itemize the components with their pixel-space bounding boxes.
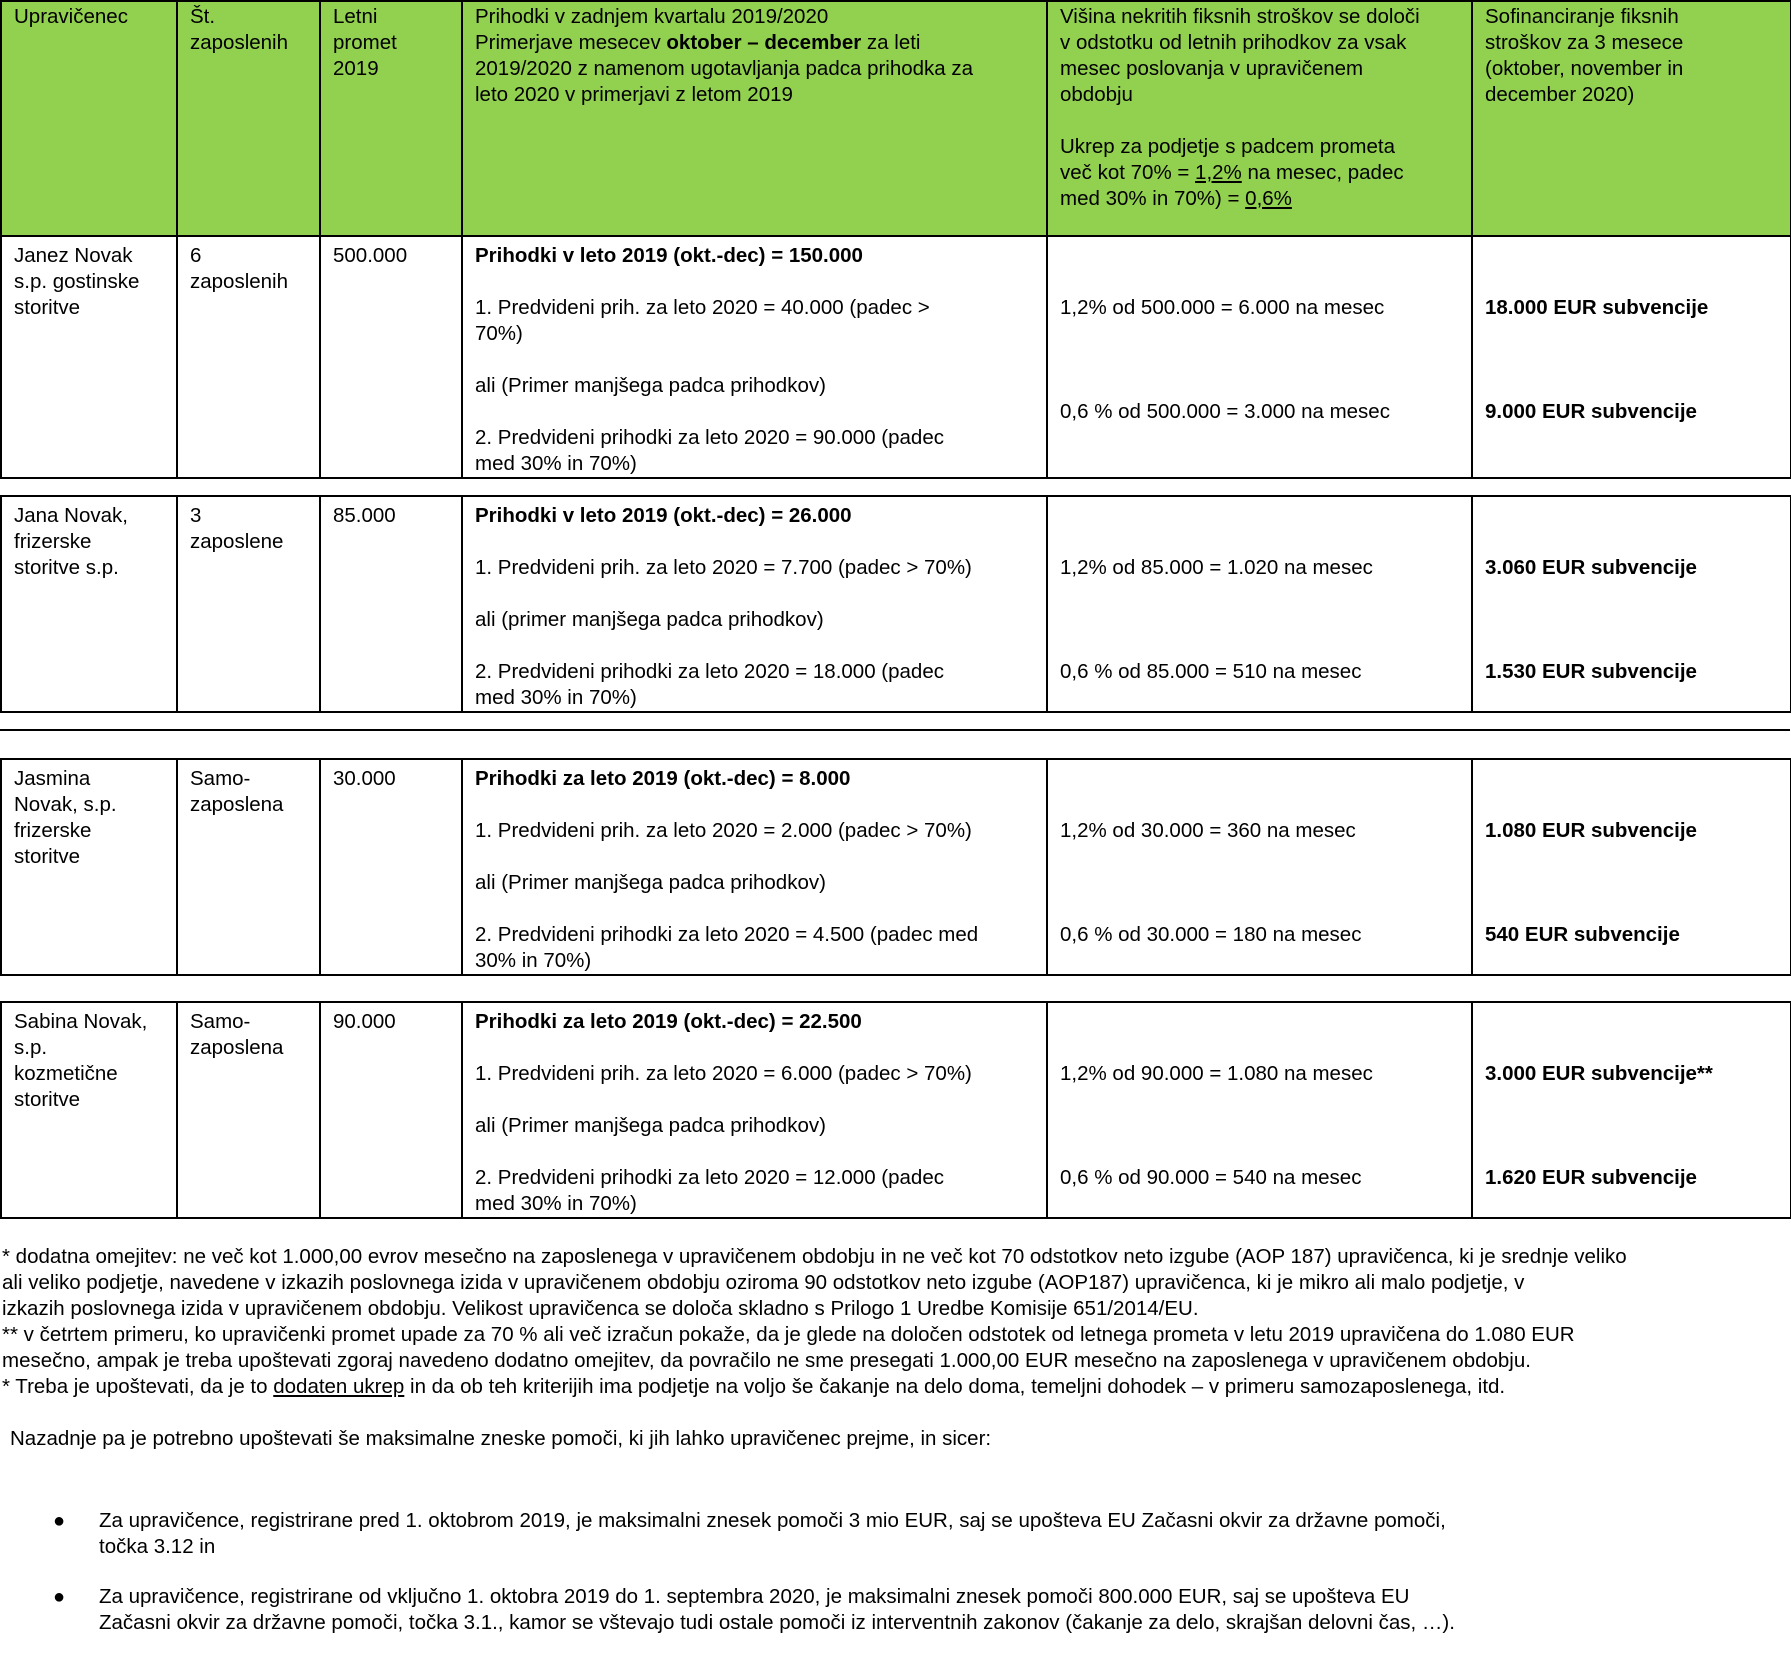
beneficiary-cell: Jasmina Novak, s.p. frizerske storitve — [1, 759, 177, 975]
employees-cell: 3 zaposlene — [177, 496, 320, 712]
table-row — [1, 496, 1791, 712]
subsidy-cell: 3.000 EUR subvencije** 1.620 EUR subvencije — [1472, 1002, 1791, 1218]
table-row — [1, 236, 1791, 478]
footnote-1-line: izkazih poslovnega izida v upravičenem obdobju. Velikost upravičenca se določa skladno s Prilogo 1 Uredbe Komisije 651/2014/EU. — [2, 1297, 1199, 1320]
header-income: Prihodki v zadnjem kvartalu 2019/2020 Primerjave mesecev oktober – december za leti 2019/2020 z namenom ugotavljanja padca prihodka za leto 2020 v primerjavi z letom 2019 — [462, 1, 1047, 236]
turnover-cell: 30.000 — [320, 759, 462, 975]
header-cofinancing: Sofinanciranje fiksnih stroškov za 3 mesece (oktober, november in december 2020) — [1472, 1, 1791, 236]
beneficiary-cell: Janez Novak s.p. gostinske storitve — [1, 236, 177, 478]
turnover-cell: 90.000 — [320, 1002, 462, 1218]
income-cell: Prihodki v leto 2019 (okt.-dec) = 150.000 1. Predvideni prih. za leto 2020 = 40.000 (padec > 70%) ali (Primer manjšega padca prihodkov) 2. Predvideni prihodki za leto 2020 = 90.000 (padec med 30% in 70%) — [462, 236, 1047, 478]
table-row-3 — [0, 758, 1791, 976]
employees-cell: Samo- zaposlena — [177, 759, 320, 975]
beneficiary-cell: Jana Novak, frizerske storitve s.p. — [1, 496, 177, 712]
turnover-cell: 500.000 — [320, 236, 462, 478]
footnote-1-line: * dodatna omejitev: ne več kot 1.000,00 evrov mesečno na zaposlenega v upravičenem obdobju in ne več kot 70 odstotkov neto izgube (AOP 187) upravičenca, ki je srednje veliko — [2, 1245, 1627, 1268]
calc-cell: 1,2% od 500.000 = 6.000 na mesec 0,6 % od 500.000 = 3.000 na mesec — [1047, 236, 1472, 478]
header-beneficiary: Upravičenec — [1, 1, 177, 236]
header-fixed-costs: Višina nekritih fiksnih stroškov se določi v odstotku od letnih prihodkov za vsak mesec poslovanja v upravičenem obdobju Ukrep za podjetje s padcem prometa več kot 70% = 1,2% na mesec, padec med 30% in 70%) = 0,6% — [1047, 1, 1472, 236]
header-row — [1, 1, 1791, 236]
subsidy-cell: 1.080 EUR subvencije 540 EUR subvencije — [1472, 759, 1791, 975]
bullet-icon: ● — [53, 1586, 66, 1608]
header-employees: Št. zaposlenih — [177, 1, 320, 236]
footnote-2-line: mesečno, ampak je treba upoštevati zgoraj navedeno dodatno omejitev, da povračilo ne sme presegati 1.000,00 EUR mesečno na zaposlenega v upravičenem obdobju. — [2, 1349, 1531, 1372]
calc-cell: 1,2% od 85.000 = 1.020 na mesec 0,6 % od 85.000 = 510 na mesec — [1047, 496, 1472, 712]
bullet-icon: ● — [53, 1510, 66, 1532]
calc-cell: 1,2% od 30.000 = 360 na mesec 0,6 % od 30.000 = 180 na mesec — [1047, 759, 1472, 975]
turnover-cell: 85.000 — [320, 496, 462, 712]
calc-cell: 1,2% od 90.000 = 1.080 na mesec 0,6 % od 90.000 = 540 na mesec — [1047, 1002, 1472, 1218]
employees-cell: 6 zaposlenih — [177, 236, 320, 478]
table-row — [1, 1002, 1791, 1218]
employees-cell: Samo- zaposlena — [177, 1002, 320, 1218]
separator-line — [0, 729, 1790, 731]
footnote-3: * Treba je upoštevati, da je to dodaten ukrep in da ob teh kriterijih ima podjetje na voljo še čakanje na delo doma, temeljni dohodek – v primeru samozaposlenega, itd. — [2, 1375, 1506, 1398]
beneficiary-cell: Sabina Novak, s.p. kozmetične storitve — [1, 1002, 177, 1218]
subsidy-cell: 3.060 EUR subvencije 1.530 EUR subvencije — [1472, 496, 1791, 712]
footnotes — [2, 1244, 1787, 1400]
table-row-4 — [0, 1001, 1791, 1219]
intro-text: Nazadnje pa je potrebno upoštevati še maksimalne zneske pomoči, ki jih lahko upravičenec prejme, in sicer: — [10, 1427, 992, 1450]
table-row-2 — [0, 495, 1791, 713]
table-row — [1, 759, 1791, 975]
footnote-2-line: ** v četrtem primeru, ko upravičenki promet upade za 70 % ali več izračun pokaže, da je glede na določen odstotek od letnega prometa v letu 2019 upravičena do 1.080 EUR — [2, 1323, 1575, 1346]
footnote-1-line: ali veliko podjetje, navedene v izkazih poslovnega izida v upravičenem obdobju oziroma 90 odstotkov neto izgube (AOP187) upravičenca, ki je mikro ali malo podjetje, v — [2, 1271, 1525, 1294]
income-cell: Prihodki za leto 2019 (okt.-dec) = 22.500 1. Predvideni prih. za leto 2020 = 6.000 (padec > 70%) ali (Primer manjšega padca prihodkov) 2. Predvideni prihodki za leto 2020 = 12.000 (padec med 30% in 70%) — [462, 1002, 1047, 1218]
header-turnover: Letni promet 2019 — [320, 1, 462, 236]
subsidy-cell: 18.000 EUR subvencije 9.000 EUR subvencije — [1472, 236, 1791, 478]
income-cell: Prihodki v leto 2019 (okt.-dec) = 26.000 1. Predvideni prih. za leto 2020 = 7.700 (padec > 70%) ali (primer manjšega padca prihodkov) 2. Predvideni prihodki za leto 2020 = 18.000 (padec med 30% in 70%) — [462, 496, 1047, 712]
income-cell: Prihodki za leto 2019 (okt.-dec) = 8.000 1. Predvideni prih. za leto 2020 = 2.000 (padec > 70%) ali (Primer manjšega padca prihodkov) 2. Predvideni prihodki za leto 2020 = 4.500 (padec med 30% in 70%) — [462, 759, 1047, 975]
table-header-and-row-1 — [0, 0, 1791, 479]
